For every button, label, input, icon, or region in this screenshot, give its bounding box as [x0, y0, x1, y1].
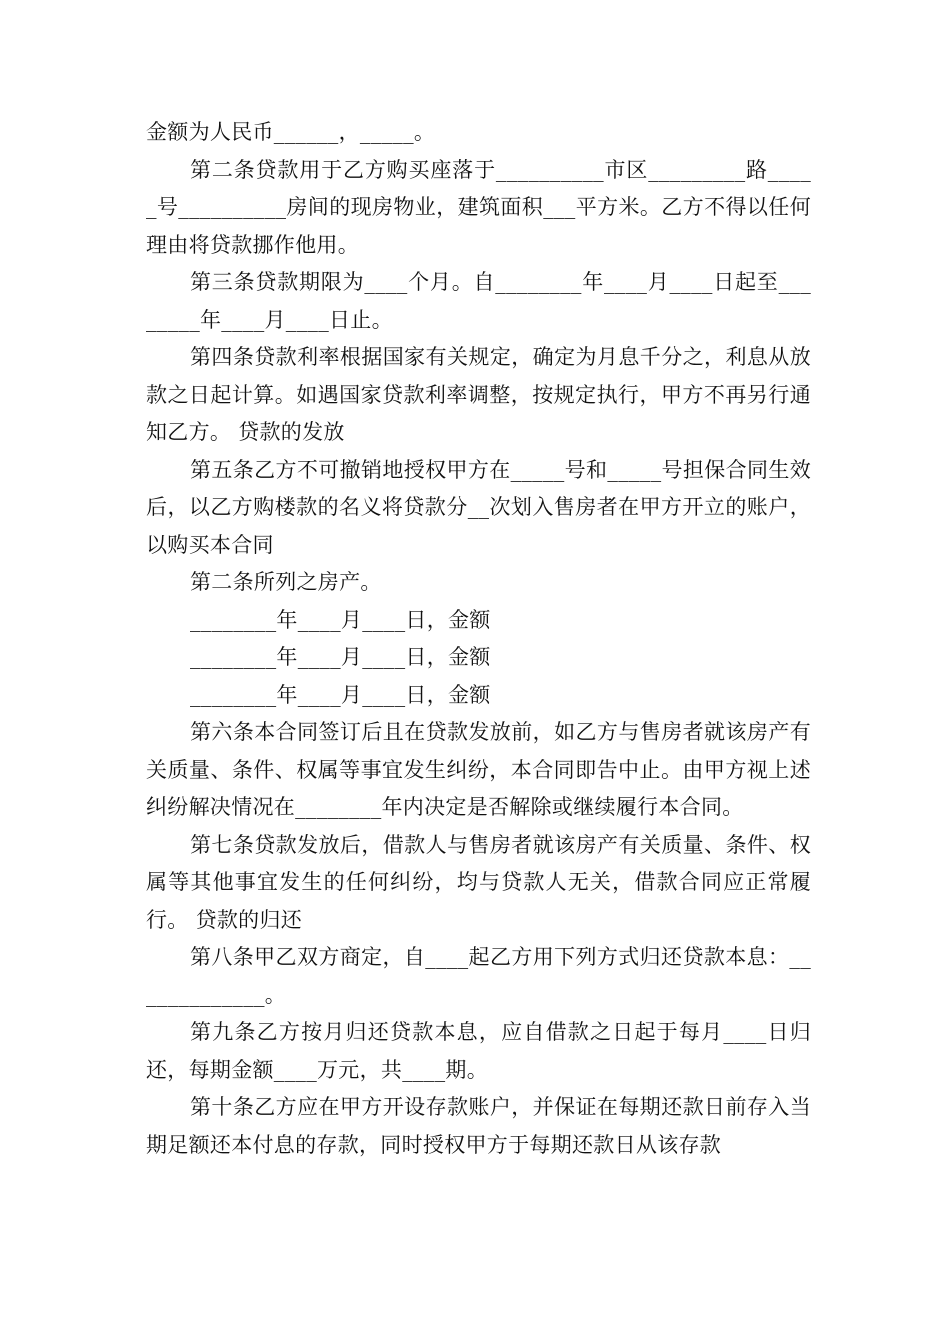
paragraph-article-3: 第三条贷款期限为____个月。自________年____月____日起至________年____月____日止。: [146, 270, 811, 332]
paragraph-installment-2: ________年____月____日，金额: [190, 645, 491, 669]
paragraph-article-2: 第二条贷款用于乙方购买座落于__________市区_________路_____号__________房间的现房物业，建筑面积___平方米。乙方不得以任何理由将贷款挪作他用。: [146, 157, 811, 257]
paragraph-article-5: 第五条乙方不可撤销地授权甲方在_____号和_____号担保合同生效后，以乙方购楼款的名义将贷款分__次划入售房者在甲方开立的账户，以购买本合同: [146, 457, 811, 557]
paragraph-article-6: 第六条本合同签订后且在贷款发放前，如乙方与售房者就该房产有关质量、条件、权属等事宜发生纠纷，本合同即告中止。由甲方视上述纠纷解决情况在________年内决定是否解除或继续履行本合同。: [146, 720, 811, 819]
paragraph-article-10: 第十条乙方应在甲方开设存款账户，并保证在每期还款日前存入当期足额还本付息的存款，同时授权甲方于每期还款日从该存款: [146, 1095, 811, 1157]
paragraph-amount-line: 金额为人民币______，_____。: [146, 120, 436, 144]
paragraph-article-5-cont: 第二条所列之房产。: [190, 570, 382, 594]
paragraph-article-4: 第四条贷款利率根据国家有关规定，确定为月息千分之，利息从放款之日起计算。如遇国家贷款利率调整，按规定执行，甲方不再另行通知乙方。 贷款的发放: [146, 345, 811, 444]
paragraph-article-9: 第九条乙方按月归还贷款本息，应自借款之日起于每月____日归还，每期金额____万元，共____期。: [146, 1020, 811, 1082]
contract-body: [146, 114, 811, 1164]
paragraph-article-7: 第七条贷款发放后，借款人与售房者就该房产有关质量、条件、权属等其他事宜发生的任何纠纷，均与贷款人无关，借款合同应正常履行。 贷款的归还: [146, 832, 811, 932]
paragraph-article-8: 第八条甲乙双方商定，自____起乙方用下列方式归还贷款本息：_____________。: [146, 945, 811, 1007]
paragraph-installment-3: ________年____月____日，金额: [190, 682, 491, 707]
paragraph-installment-1: ________年____月____日，金额: [190, 607, 491, 632]
